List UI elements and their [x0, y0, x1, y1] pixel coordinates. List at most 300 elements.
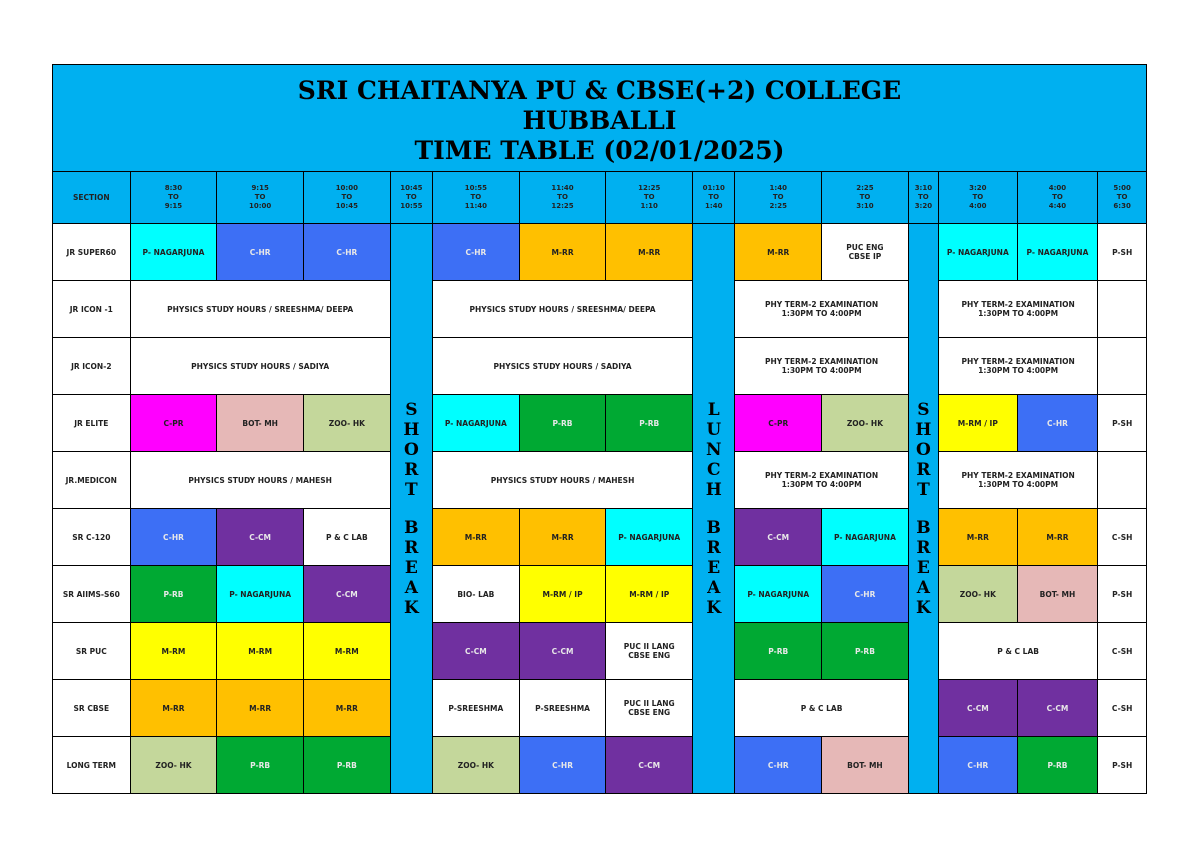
- time-slot-line: TO: [405, 193, 417, 201]
- period-cell: [519, 395, 606, 452]
- break-letter: K: [403, 597, 419, 618]
- period-text-line: P- NAGARJUNA: [1026, 247, 1089, 257]
- period-text-line: M-RR: [335, 703, 358, 713]
- title-line-date: TIME TABLE (02/01/2025): [414, 136, 785, 165]
- period-text-line: M-RM: [248, 646, 273, 656]
- time-slot-line: 4:00: [1048, 184, 1067, 192]
- timetable: [52, 64, 1147, 794]
- time-slot-line: 3:20: [914, 202, 933, 210]
- merged-period-cell: [433, 338, 693, 395]
- period-cell: [822, 509, 909, 566]
- period-cell: [304, 509, 391, 566]
- period-text-line: PHY TERM-2 EXAMINATION: [764, 471, 879, 480]
- period-text-line: PHYSICS STUDY HOURS / SADIYA: [191, 361, 330, 371]
- period-cell: [217, 509, 304, 566]
- period-cell: [130, 737, 217, 794]
- period-cell: [606, 509, 693, 566]
- time-slot-header: [304, 172, 391, 224]
- period-text-line: M-RR: [464, 532, 487, 542]
- time-slot-line: 10:00: [249, 202, 272, 210]
- period-cell: [1098, 623, 1147, 680]
- merged-period-cell: [735, 452, 908, 509]
- period-cell: [606, 395, 693, 452]
- section-row: [53, 224, 1147, 281]
- section-row: [53, 509, 1147, 566]
- time-slot-line: 10:45: [335, 202, 358, 210]
- time-slot-line: 8:30: [164, 184, 183, 192]
- period-cell: [433, 680, 520, 737]
- period-text-line: ZOO- HK: [155, 760, 192, 770]
- time-slot-line: 11:40: [551, 184, 574, 192]
- period-cell: [1098, 281, 1147, 338]
- period-text-line: C-HR: [552, 760, 573, 770]
- period-cell: [519, 623, 606, 680]
- period-text-line: PUC II LANG: [623, 642, 675, 651]
- time-slot-line: 1:10: [640, 202, 658, 210]
- time-slot-line: TO: [557, 193, 568, 201]
- period-text-line: P- NAGARJUNA: [834, 532, 896, 542]
- period-cell: [217, 737, 304, 794]
- period-cell: [606, 566, 693, 623]
- period-text-line: P & C LAB: [326, 532, 368, 542]
- period-cell: [1098, 509, 1147, 566]
- period-cell: [433, 623, 520, 680]
- period-text-line: M-RM / IP: [957, 418, 998, 428]
- break-letter: O: [403, 439, 419, 460]
- period-text-line: C-HR: [967, 760, 989, 770]
- time-slot-line: TO: [341, 193, 353, 201]
- break-letter: T: [405, 479, 418, 500]
- merged-period-cell: [433, 281, 693, 338]
- time-slot-header: [1098, 172, 1147, 224]
- period-cell: [822, 623, 909, 680]
- period-cell: [1017, 224, 1098, 281]
- period-text-line: P-SH: [1112, 418, 1133, 428]
- period-text-line: M-RR: [162, 703, 185, 713]
- time-slot-line: TO: [1052, 193, 1063, 201]
- lunch-break-column: [693, 224, 735, 794]
- time-slot-line: 1:40: [705, 202, 723, 210]
- period-cell: [1017, 395, 1098, 452]
- period-cell: [1017, 737, 1098, 794]
- section-header: SECTION: [53, 172, 131, 224]
- section-row: [53, 281, 1147, 338]
- time-slot-header: [908, 172, 938, 224]
- period-text-line: P- NAGARJUNA: [618, 532, 681, 542]
- period-text-line: M-RM / IP: [542, 589, 583, 599]
- period-text-line: C-PR: [163, 418, 184, 428]
- period-cell: [1098, 680, 1147, 737]
- time-slot-header: [1017, 172, 1098, 224]
- period-text-line: 1:30PM TO 4:00PM: [781, 366, 862, 375]
- merged-period-cell: [735, 281, 908, 338]
- period-cell: [304, 224, 391, 281]
- time-slot-line: 9:15: [251, 184, 269, 192]
- period-text-line: ZOO- HK: [457, 760, 494, 770]
- period-text-line: C-CM: [966, 703, 989, 713]
- period-text-line: C-HR: [163, 532, 184, 542]
- section-name: JR ICON -1: [53, 281, 131, 338]
- period-cell: [735, 224, 822, 281]
- time-slot-line: 12:25: [638, 184, 661, 192]
- break-letter: K: [706, 597, 722, 618]
- period-cell: [433, 509, 520, 566]
- time-slot-header: [693, 172, 735, 224]
- time-slot-line: 2:25: [769, 202, 787, 210]
- period-text-line: C-HR: [854, 589, 876, 599]
- period-cell: [433, 566, 520, 623]
- time-slot-line: TO: [254, 193, 266, 201]
- time-slot-line: 10:00: [335, 184, 358, 192]
- period-cell: [822, 224, 909, 281]
- period-cell: [519, 224, 606, 281]
- break-letter: N: [705, 439, 722, 460]
- period-text-line: M-RM / IP: [629, 589, 670, 599]
- break-letter: A: [404, 577, 418, 598]
- period-text-line: CBSE IP: [848, 252, 882, 261]
- time-slot-line: 4:00: [969, 202, 987, 210]
- break-letter: R: [404, 459, 419, 480]
- period-text-line: C-CM: [1046, 703, 1069, 713]
- title-line-college: SRI CHAITANYA PU & CBSE(+2) COLLEGE: [297, 76, 902, 105]
- break-letter: H: [403, 419, 420, 440]
- time-slot-header: [390, 172, 432, 224]
- period-text-line: C-SH: [1111, 703, 1133, 713]
- period-text-line: P-RB: [250, 760, 271, 770]
- period-cell: [304, 680, 391, 737]
- time-slot-line: 1:40: [769, 184, 787, 192]
- period-cell: [1098, 566, 1147, 623]
- period-text-line: M-RR: [249, 703, 272, 713]
- time-slot-header: [519, 172, 606, 224]
- period-cell: [1017, 680, 1098, 737]
- period-text-line: M-RR: [767, 247, 790, 257]
- period-cell: [130, 680, 217, 737]
- period-text-line: P- NAGARJUNA: [946, 247, 1009, 257]
- period-text-line: M-RR: [551, 532, 574, 542]
- period-text-line: P-RB: [768, 646, 789, 656]
- period-cell: [433, 395, 520, 452]
- time-slot-line: 10:45: [400, 184, 423, 192]
- section-row: [53, 680, 1147, 737]
- period-cell: [735, 566, 822, 623]
- time-slot-line: TO: [470, 193, 482, 201]
- time-slot-line: TO: [708, 193, 720, 201]
- period-cell: [519, 680, 606, 737]
- break-letter: R: [916, 459, 931, 480]
- period-text-line: P & C LAB: [800, 703, 843, 713]
- time-slot-line: 01:10: [702, 184, 725, 192]
- title-row: [53, 65, 1147, 172]
- period-cell: [939, 680, 1018, 737]
- period-text-line: 1:30PM TO 4:00PM: [978, 366, 1059, 375]
- period-cell: [130, 395, 217, 452]
- time-slot-line: TO: [859, 193, 871, 201]
- period-text-line: C-HR: [1047, 418, 1068, 428]
- period-cell: [606, 623, 693, 680]
- time-slot-header: [735, 172, 822, 224]
- section-name: SR C-120: [53, 509, 131, 566]
- break-letter: C: [706, 459, 721, 480]
- period-cell: [433, 737, 520, 794]
- period-text-line: M-RR: [638, 247, 661, 257]
- period-text-line: P-RB: [336, 760, 357, 770]
- section-name: SR AIIMS-S60: [53, 566, 131, 623]
- period-text-line: C-CM: [638, 760, 661, 770]
- period-text-line: C-SH: [1111, 532, 1133, 542]
- break-letter: A: [916, 577, 930, 598]
- merged-period-cell: [130, 452, 390, 509]
- time-slot-line: TO: [972, 193, 984, 201]
- time-slot-line: TO: [772, 193, 784, 201]
- period-cell: [1098, 224, 1147, 281]
- period-cell: [217, 566, 304, 623]
- period-text-line: P-SH: [1112, 589, 1133, 599]
- period-cell: [939, 737, 1018, 794]
- break-letter: S: [917, 399, 930, 420]
- break-letter: S: [405, 399, 418, 420]
- period-text-line: P-RB: [1047, 760, 1068, 770]
- break-letter: U: [706, 419, 722, 440]
- time-slot-line: 5:00: [1113, 184, 1131, 192]
- period-text-line: PUC ENG: [846, 243, 884, 252]
- period-text-line: P-RB: [854, 646, 875, 656]
- period-cell: [519, 566, 606, 623]
- period-cell: [1098, 338, 1147, 395]
- period-text-line: C-CM: [335, 589, 358, 599]
- time-slot-line: 9:15: [164, 202, 183, 210]
- period-cell: [130, 224, 217, 281]
- period-text-line: PHY TERM-2 EXAMINATION: [961, 300, 1075, 309]
- merged-period-cell: [939, 281, 1098, 338]
- period-text-line: ZOO- HK: [959, 589, 996, 599]
- period-cell: [1098, 737, 1147, 794]
- period-text-line: P- NAGARJUNA: [142, 247, 205, 257]
- time-slot-line: 3:20: [969, 184, 987, 192]
- period-text-line: P-SREESHMA: [448, 703, 504, 713]
- section-name: JR ELITE: [53, 395, 131, 452]
- break-letter: E: [404, 557, 418, 578]
- section-name: JR ICON-2: [53, 338, 131, 395]
- break-letter: E: [916, 557, 930, 578]
- period-cell: [939, 224, 1018, 281]
- period-cell: [606, 224, 693, 281]
- time-slot-header: [939, 172, 1018, 224]
- merged-period-cell: [130, 281, 390, 338]
- period-cell: [939, 566, 1018, 623]
- short-break-column: [390, 224, 432, 794]
- time-slot-header: [822, 172, 909, 224]
- time-slot-line: 10:55: [400, 202, 423, 210]
- section-row: [53, 623, 1147, 680]
- time-slot-line: 6:30: [1113, 202, 1131, 210]
- period-text-line: ZOO- HK: [328, 418, 365, 428]
- time-slot-header: [433, 172, 520, 224]
- section-name: SR CBSE: [53, 680, 131, 737]
- break-letter: H: [915, 419, 932, 440]
- period-cell: [217, 680, 304, 737]
- period-text-line: 1:30PM TO 4:00PM: [781, 309, 862, 318]
- period-text-line: M-RM: [161, 646, 186, 656]
- break-letter: R: [916, 537, 931, 558]
- period-cell: [217, 395, 304, 452]
- time-slot-line: 12:25: [551, 202, 574, 210]
- merged-period-cell: [939, 452, 1098, 509]
- period-text-line: BOT- MH: [242, 418, 278, 428]
- break-letter: H: [705, 479, 722, 500]
- period-text-line: P-RB: [639, 418, 660, 428]
- break-letter: K: [916, 597, 931, 618]
- period-text-line: C-HR: [336, 247, 358, 257]
- period-cell: [130, 509, 217, 566]
- section-name: JR.MEDICON: [53, 452, 131, 509]
- break-letter: O: [915, 439, 931, 460]
- time-slot-header: [217, 172, 304, 224]
- period-text-line: PHY TERM-2 EXAMINATION: [764, 300, 879, 309]
- period-text-line: P-SH: [1112, 760, 1133, 770]
- period-text-line: P- NAGARJUNA: [229, 589, 292, 599]
- period-cell: [304, 737, 391, 794]
- period-cell: [735, 623, 822, 680]
- period-text-line: BIO- LAB: [457, 589, 495, 599]
- period-text-line: M-RR: [966, 532, 989, 542]
- time-slot-line: 11:40: [464, 202, 487, 210]
- break-letter: R: [404, 537, 419, 558]
- period-cell: [939, 395, 1018, 452]
- section-name: JR SUPER60: [53, 224, 131, 281]
- section-name: LONG TERM: [53, 737, 131, 794]
- period-text-line: 1:30PM TO 4:00PM: [978, 480, 1059, 489]
- period-cell: [735, 737, 822, 794]
- time-header-row: [53, 172, 1147, 224]
- section-name: SR PUC: [53, 623, 131, 680]
- period-text-line: P- NAGARJUNA: [444, 418, 507, 428]
- period-text-line: PHY TERM-2 EXAMINATION: [961, 357, 1075, 366]
- period-cell: [606, 680, 693, 737]
- period-text-line: PHYSICS STUDY HOURS / SADIYA: [493, 361, 632, 371]
- period-text-line: P-RB: [163, 589, 184, 599]
- time-slot-line: TO: [918, 193, 929, 201]
- timetable-title: [53, 65, 1147, 172]
- section-row: [53, 737, 1147, 794]
- section-row: [53, 338, 1147, 395]
- period-cell: [433, 224, 520, 281]
- period-text-line: BOT- MH: [847, 760, 883, 770]
- period-text-line: 1:30PM TO 4:00PM: [781, 480, 862, 489]
- break-letter: B: [706, 517, 721, 538]
- period-cell: [217, 224, 304, 281]
- period-text-line: C-PR: [768, 418, 789, 428]
- break-letter: B: [916, 517, 931, 538]
- short-break-column: [908, 224, 938, 794]
- time-slot-line: 3:10: [914, 184, 933, 192]
- break-letter-gap: [909, 500, 938, 518]
- break-letter: L: [707, 399, 720, 420]
- period-text-line: C-HR: [249, 247, 271, 257]
- period-text-line: M-RR: [551, 247, 574, 257]
- period-cell: [1017, 509, 1098, 566]
- period-cell: [822, 395, 909, 452]
- period-cell: [217, 623, 304, 680]
- period-text-line: PUC II LANG: [623, 699, 675, 708]
- time-slot-header: [130, 172, 217, 224]
- time-slot-line: 4:40: [1048, 202, 1067, 210]
- period-cell: [735, 509, 822, 566]
- section-row: [53, 395, 1147, 452]
- period-text-line: PHYSICS STUDY HOURS / MAHESH: [188, 475, 332, 485]
- break-letter: B: [404, 517, 419, 538]
- period-text-line: PHY TERM-2 EXAMINATION: [764, 357, 879, 366]
- period-text-line: 1:30PM TO 4:00PM: [978, 309, 1059, 318]
- time-slot-line: TO: [168, 193, 179, 201]
- period-cell: [735, 395, 822, 452]
- break-letter: A: [707, 577, 721, 598]
- period-cell: [130, 566, 217, 623]
- period-text-line: PHYSICS STUDY HOURS / MAHESH: [490, 475, 635, 485]
- break-letter-gap: [693, 500, 734, 518]
- period-cell: [130, 623, 217, 680]
- period-text-line: P-SH: [1112, 247, 1133, 257]
- period-text-line: C-HR: [465, 247, 487, 257]
- period-text-line: C-CM: [464, 646, 487, 656]
- period-text-line: M-RM: [334, 646, 359, 656]
- time-slot-line: TO: [1116, 193, 1128, 201]
- period-text-line: P- NAGARJUNA: [747, 589, 810, 599]
- section-row: [53, 452, 1147, 509]
- period-text-line: P-RB: [552, 418, 573, 428]
- period-text-line: PHY TERM-2 EXAMINATION: [961, 471, 1075, 480]
- merged-period-cell: [735, 338, 908, 395]
- period-cell: [304, 623, 391, 680]
- period-text-line: PHYSICS STUDY HOURS / SREESHMA/ DEEPA: [469, 304, 656, 314]
- period-text-line: M-RR: [1046, 532, 1069, 542]
- period-cell: [304, 395, 391, 452]
- break-letter-gap: [391, 500, 432, 518]
- merged-period-cell: [939, 623, 1098, 680]
- merged-period-cell: [433, 452, 693, 509]
- section-row: [53, 566, 1147, 623]
- merged-period-cell: [735, 680, 908, 737]
- period-cell: [822, 737, 909, 794]
- merged-period-cell: [130, 338, 390, 395]
- period-cell: [606, 737, 693, 794]
- time-slot-line: TO: [643, 193, 655, 201]
- period-text-line: C-CM: [249, 532, 272, 542]
- time-slot-line: 3:10: [856, 202, 874, 210]
- break-letter: R: [706, 537, 721, 558]
- period-cell: [1098, 395, 1147, 452]
- merged-period-cell: [939, 338, 1098, 395]
- period-text-line: C-CM: [767, 532, 790, 542]
- period-cell: [519, 509, 606, 566]
- period-cell: [304, 566, 391, 623]
- break-letter: T: [917, 479, 930, 500]
- period-text-line: C-HR: [767, 760, 789, 770]
- time-slot-header: [606, 172, 693, 224]
- period-text-line: ZOO- HK: [846, 418, 884, 428]
- period-text-line: CBSE ENG: [628, 708, 671, 717]
- time-slot-line: 10:55: [464, 184, 487, 192]
- period-text-line: BOT- MH: [1039, 589, 1076, 599]
- period-cell: [939, 509, 1018, 566]
- period-text-line: C-SH: [1111, 646, 1133, 656]
- break-letter: E: [707, 557, 721, 578]
- period-cell: [822, 566, 909, 623]
- period-text-line: P & C LAB: [997, 646, 1039, 656]
- period-text-line: PHYSICS STUDY HOURS / SREESHMA/ DEEPA: [167, 304, 354, 314]
- title-line-city: HUBBALLI: [522, 106, 677, 135]
- time-slot-line: 2:25: [856, 184, 874, 192]
